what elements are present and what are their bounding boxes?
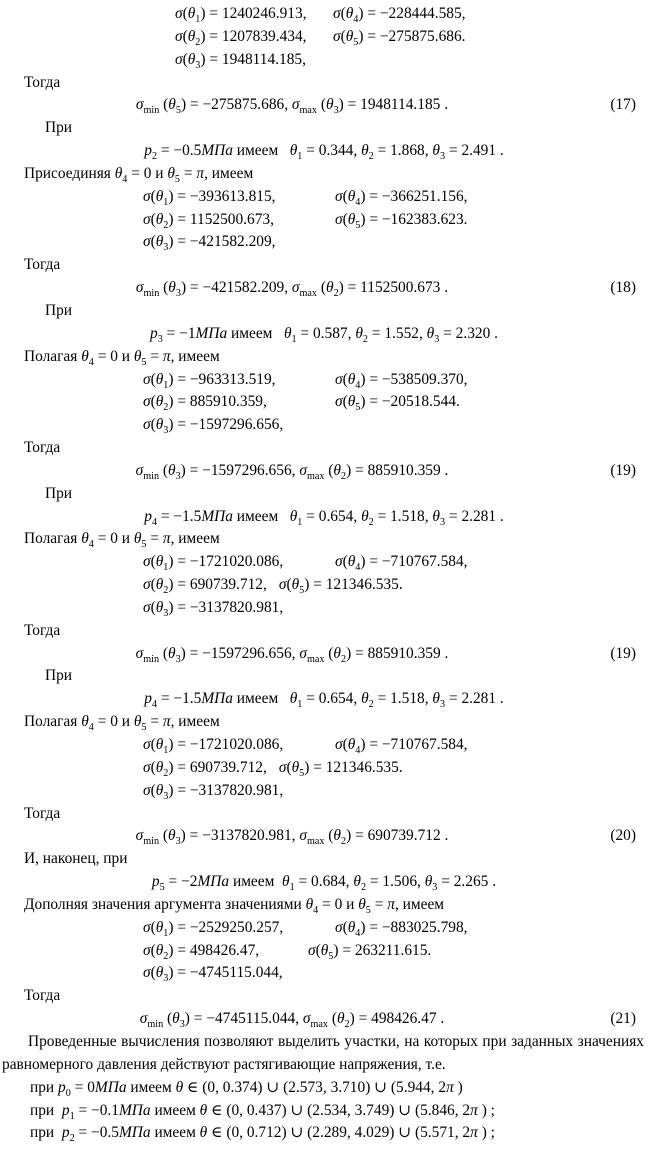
togda-label: Тогда [24,256,61,274]
sigma-value: $\sigma(\theta_2) = 690739.712$, [143,758,267,779]
sigma-values-line [0,551,648,574]
sigma-value: $\sigma(\theta_4) = -366251.156$, [335,187,468,208]
sigma-value: $\sigma(\theta_4) = -710767.584$, [335,553,468,574]
equation-text: $\sigma_{min}$ $(\theta_3) = -1597296.656$, $\sigma_{max}$ $(\theta_2) = 885910.359$ . [135,644,449,665]
togda-label: Тогда [24,987,61,1005]
intro-line: Присоединяя $\theta_4 = 0$ и $\theta_5 = \pi$, имеем [24,164,254,185]
sigma-values-line [0,757,648,780]
pressure-case-p4-repeat: $p_4 = -1.5МПа$ имеем $\theta_1 = 0.654$, $\theta_2 = 1.518$, $\theta_3 = 2.281$ . [144,690,504,711]
sigma-value: $\sigma(\theta_1) = -1721020.086$, [143,553,284,574]
togda-label: Тогда [24,621,61,639]
intro-line: Полагая $\theta_4 = 0$ и $\theta_5 = \pi$, имеем [24,530,220,551]
sigma-value: $\sigma(\theta_5) = 121346.535$. [278,576,403,597]
togda-label: Тогда [24,804,61,822]
intro-line: Полагая $\theta_4 = 0$ и $\theta_5 = \pi$, имеем [24,347,220,368]
togda-label: Тогда [24,73,61,91]
sigma-value: $\sigma(\theta_2) = 498426.47$, [143,941,260,962]
numbered-equation-20 [0,825,648,848]
theta-interval-line-p1: при $p_1 = -0.1МПа$ имеем θ ∈ (0, 0.437) ∪ (2.534, 3.749) ∪ (5.846, 2π ) ; [30,1101,495,1122]
intro-line: Дополняя значения аргумента значениями $\theta_4 = 0$ и $\theta_5 = \pi$, имеем [24,895,445,916]
equation-number: (21) [610,1010,636,1028]
sigma-value: $\sigma(\theta_1) = 1240246.913$, [175,5,307,26]
sigma-values-line [0,917,648,940]
pressure-case-p3: $p_3 = -1МПа$ имеем $\theta_1 = 0.587$, $\theta_2 = 1.552$, $\theta_3 = 2.320$ . [150,324,498,345]
sigma-value: $\sigma(\theta_5) = -20518.544$. [335,393,460,414]
equation-number: (17) [610,96,636,114]
sigma-value: $\sigma(\theta_5) = -162383.623$. [335,210,468,231]
numbered-equation-19 [0,460,648,483]
sigma-values-line: $\sigma(\theta_3) = -3137820.981$, [143,598,284,620]
sigma-values-line: $\sigma(\theta_3) = -4745115.044$, [143,964,283,985]
sigma-value: $\sigma(\theta_4) = -228444.585$, [333,5,466,26]
sigma-values-line: $\sigma(\theta_3) = -1597296.656$, [143,416,284,437]
sigma-value: $\sigma(\theta_5) = -275875.686$. [333,27,466,48]
togda-label: Тогда [24,439,61,457]
sigma-values-line [0,391,648,414]
sigma-values-line: $\sigma(\theta_3) = -421582.209$, [143,233,276,254]
sigma-value: $\sigma(\theta_1) = -1721020.086$, [143,736,284,757]
sigma-values-line: $\sigma(\theta_3) = -3137820.981$, [143,781,284,802]
sigma-values-line [0,3,648,26]
equation-number: (18) [610,279,636,297]
equation-text: $\sigma_{min}$ $(\theta_3) = -421582.209$, $\sigma_{max}$ $(\theta_2) = 1152500.673$ . [135,279,449,300]
equation-text: $\sigma_{min}$ $(\theta_3) = -3137820.981$, $\sigma_{max}$ $(\theta_2) = 690739.712$ . [135,827,449,848]
sigma-value: $\sigma(\theta_2) = 885910.359$, [143,393,267,414]
pri-label: При [45,667,73,685]
sigma-values-line [0,369,648,392]
sigma-value: $\sigma(\theta_4) = -538509.370$, [335,370,468,391]
sigma-values-line: $\sigma(\theta_3) = 1948114.185$, [175,50,306,71]
sigma-values-line [0,940,648,963]
sigma-value: $\sigma(\theta_5) = 121346.535$. [278,758,403,779]
sigma-value: $\sigma(\theta_2) = 1207839.434$, [175,27,307,48]
equation-number: (20) [610,827,636,845]
sigma-value: $\sigma(\theta_2) = 1152500.673$, [143,210,274,231]
equation-text: $\sigma_{min}$ $(\theta_3) = -1597296.656$, $\sigma_{max}$ $(\theta_2) = 885910.359$ . [135,461,449,482]
numbered-equation-18 [0,277,648,300]
sigma-value: $\sigma(\theta_4) = -883025.798$, [335,918,468,939]
pri-label: При [45,484,73,502]
intro-line: Полагая $\theta_4 = 0$ и $\theta_5 = \pi$, имеем [24,713,220,734]
pressure-case-p4: $p_4 = -1.5МПа$ имеем $\theta_1 = 0.654$, $\theta_2 = 1.518$, $\theta_3 = 2.281$ . [144,507,504,528]
sigma-values-line [0,186,648,209]
equation-number: (19) [610,644,636,662]
sigma-values-line [0,574,648,597]
equation-number: (19) [610,461,636,479]
equation-text: $\sigma_{min}$ $(\theta_3) = -4745115.044$, $\sigma_{max}$ $(\theta_2) = 498426.47$ . [139,1010,445,1031]
numbered-equation-19-duplicate [0,643,648,666]
sigma-value: $\sigma(\theta_5) = 263211.615$. [308,941,432,962]
equation-text: $\sigma_{min}$ $(\theta_5) = -275875.686$, $\sigma_{max}$ $(\theta_3) = 1948114.185$ . [135,96,449,117]
sigma-value: $\sigma(\theta_1) = -2529250.257$, [143,918,284,939]
sigma-value: $\sigma(\theta_1) = -393613.815$, [143,187,276,208]
sigma-value: $\sigma(\theta_1) = -963313.519$, [143,370,276,391]
pri-label: При [45,301,73,319]
numbered-equation-17 [0,94,648,117]
sigma-values-line [0,209,648,232]
pressure-case-p5: $p_5 = -2МПа$ имеем $\theta_1 = 0.684$, $\theta_2 = 1.506$, $\theta_3 = 2.265$ . [151,873,497,894]
theta-interval-line-p2: при $p_2 = -0.5МПа$ имеем θ ∈ (0, 0.712) ∪ (2.289, 4.029) ∪ (5.571, 2π ) ; [30,1124,495,1145]
theta-interval-line-p0: при $p_0 = 0МПа$ имеем θ ∈ (0, 0.374) ∪ (2.573, 3.710) ∪ (5.944, 2π ) [30,1078,463,1099]
sigma-values-line [0,26,648,49]
sigma-values-line [0,734,648,757]
finally-label: И, наконец, при [24,850,128,868]
numbered-equation-21 [0,1008,648,1031]
sigma-value: $\sigma(\theta_2) = 690739.712$, [143,576,267,597]
pressure-case-p2: $p_2 = -0.5МПа$ имеем $\theta_1 = 0.344$, $\theta_2 = 1.868$, $\theta_3 = 2.491$ . [144,142,504,163]
pri-label: При [45,119,73,137]
sigma-value: $\sigma(\theta_4) = -710767.584$, [335,736,468,757]
conclusion-paragraph: Проведенные вычисления позволяют выделить участки, на которых при заданных значениях равномерного давления действуют растягивающие напряжения, т.е. [2,1032,644,1073]
